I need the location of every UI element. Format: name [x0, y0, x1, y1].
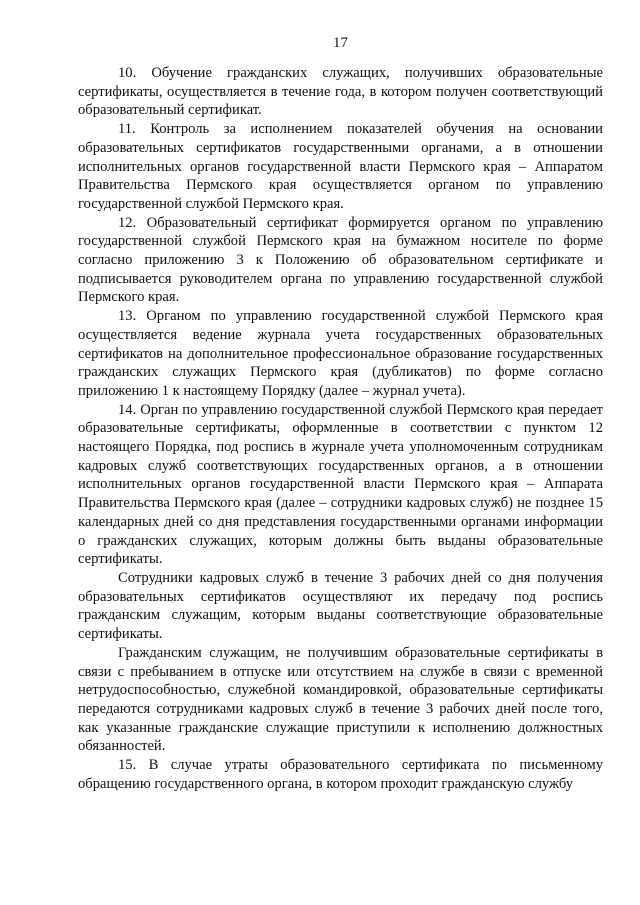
paragraph-13: 13. Органом по управлению государственной службой Пермского края осуществляется ведение журнала учета государственных образовательных сертификатов на дополнительное профессиональное образование государственных гражданских служащих Пермского края (дубликатов) по форме согласно приложению 1 к настоящему Порядку (далее – журнал учета).	[78, 308, 603, 399]
paragraph-12: 12. Образовательный сертификат формируется органом по управлению государственной службой Пермского края на бумажном носителе по форме согласно приложению 3 к Положению об образовательном сертификате и подписывается руководителем органа по управлению государственной службой Пермского края.	[78, 214, 603, 306]
page-number: 17	[333, 35, 348, 51]
paragraph-11: 11. Контроль за исполнением показателей обучения на основании образовательных сертификатов государственными органами, а в отношении исполнительных органов государственной власти Пермского края – Аппаратом Правительства Пермского края осуществляется органом по управлению государственной службой Пермского края.	[78, 121, 603, 212]
paragraph-14: 14. Орган по управлению государственной службой Пермского края передает образовательные сертификаты, оформленные в соответствии с пунктом 12 настоящего Порядка, под роспись в журнале учета уполномоченным сотрудникам кадровых служб соответствующих государственных органов, а в отношении исполнительных органов государственной власти Пермского края – Аппарата Правительства Пермского края (далее – сотрудники кадровых служб) не позднее 15 календарных дней со дня представления государственными органами информации о гражданских служащих, которым должны быть выданы образовательные сертификаты.	[78, 401, 603, 568]
paragraph-10: 10. Обучение гражданских служащих, получивших образовательные сертификаты, осуществляется в течение года, в котором получен соответствующий образовательный сертификат.	[78, 65, 603, 119]
paragraph-14-hr-transfer: Сотрудники кадровых служб в течение 3 рабочих дней со дня получения образовательных сертификатов осуществляют их передачу под роспись гражданским служащим, которым выданы соответствующие образовательные сертификаты.	[78, 569, 603, 643]
paragraph-15: 15. В случае утраты образовательного сертификата по письменному обращению государственного органа, в котором проходит гражданскую службу	[78, 757, 603, 792]
paragraph-14-absent-employees: Гражданским служащим, не получившим образовательные сертификаты в связи с пребыванием в отпуске или отсутствием на службе в связи с временной нетрудоспособностью, служебной командировкой, образовательные сертификаты передаются сотрудниками кадровых служб в течение 3 рабочих дней после того, как указанные гражданские служащие приступили к исполнению должностных обязанностей.	[78, 644, 603, 755]
